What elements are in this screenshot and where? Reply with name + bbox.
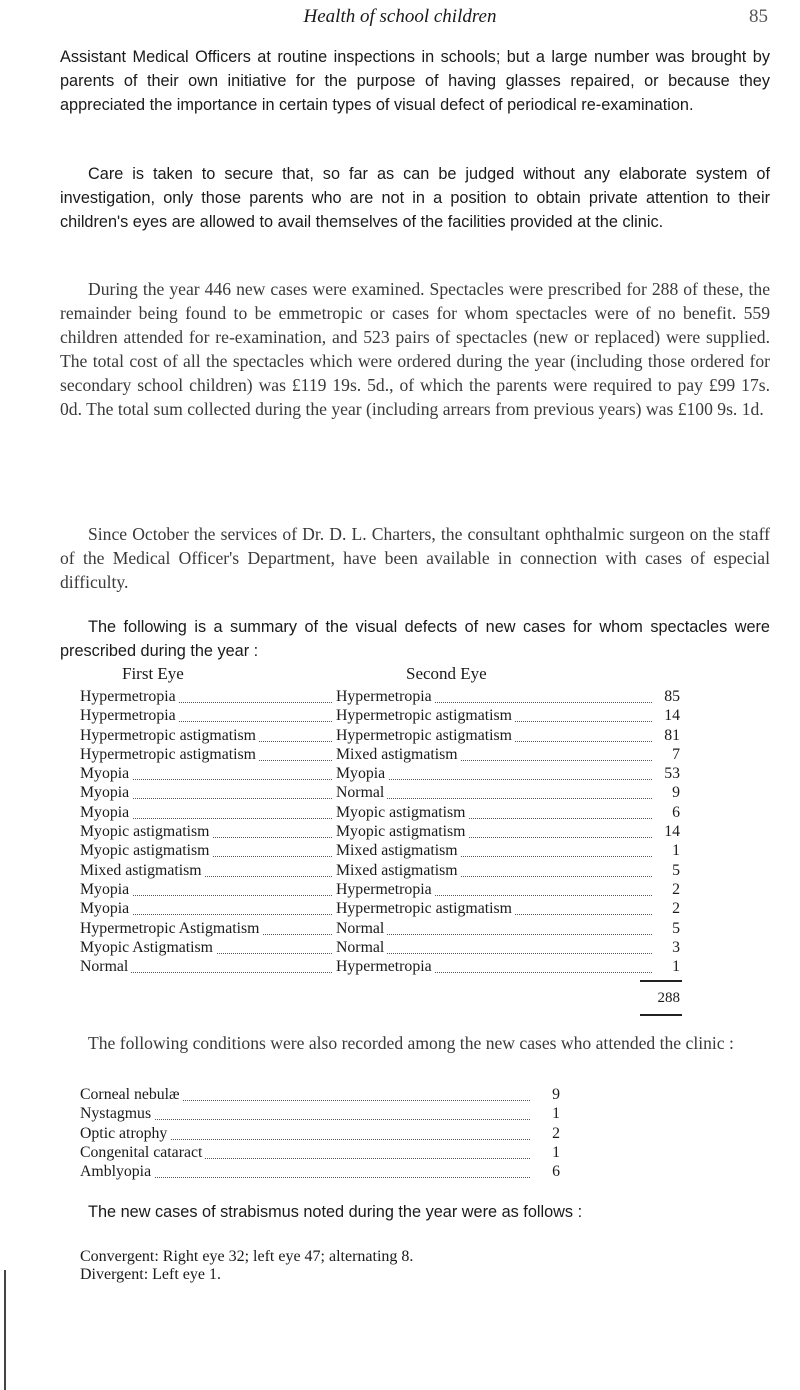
condition-count: 2 <box>530 1124 560 1143</box>
list-item <box>80 1085 560 1104</box>
conditions-list <box>80 1085 560 1181</box>
column-head-first-eye: First Eye <box>122 664 184 683</box>
table-row <box>80 919 680 938</box>
paragraph-2: Care is taken to secure that, so far as can be judged without any elaborate system of investigation, only those parents who are not in a position to obtain private attention to their children's eyes are allowed to avail themselves of the facilities provided at the clinic. <box>60 165 770 231</box>
second-eye-cell: Myopic astigmatism <box>336 822 468 841</box>
first-eye-cell: Myopia <box>80 783 132 802</box>
count-cell: 5 <box>669 919 680 938</box>
strabismus-intro: The new cases of strabismus noted during the year were as follows : <box>88 1203 583 1221</box>
table-row <box>80 938 680 957</box>
condition-count: 1 <box>530 1143 560 1162</box>
second-eye-cell: Hypermetropia <box>336 687 435 706</box>
condition-count: 6 <box>530 1162 560 1181</box>
second-eye-cell: Normal <box>336 938 387 957</box>
table-row <box>80 861 680 880</box>
second-eye-cell: Myopia <box>336 764 388 783</box>
second-eye-cell: Hypermetropia <box>336 957 435 976</box>
count-cell: 9 <box>669 783 680 802</box>
table-row <box>80 706 680 725</box>
condition-label: Corneal nebulæ <box>80 1085 183 1104</box>
paragraph-1: Assistant Medical Officers at routine inspections in schools; but a large number was brought by parents of their own initiative for the purpose of having glasses repaired, or because they appreciated the importance in certain types of visual defect of periodical re-examination. <box>60 48 770 114</box>
first-eye-cell: Myopia <box>80 803 132 822</box>
table-row <box>80 803 680 822</box>
condition-count: 1 <box>530 1104 560 1123</box>
count-cell: 85 <box>661 687 680 706</box>
table-row <box>80 899 680 918</box>
table-row <box>80 822 680 841</box>
margin-line <box>4 1270 6 1390</box>
table-row <box>80 764 680 783</box>
count-cell: 5 <box>669 861 680 880</box>
count-cell: 81 <box>661 726 680 745</box>
second-eye-cell: Normal <box>336 919 387 938</box>
second-eye-cell: Hypermetropic astigmatism <box>336 706 515 725</box>
running-head: Health of school children <box>303 6 497 27</box>
first-eye-cell: Hypermetropia <box>80 706 179 725</box>
table-total: 288 <box>657 990 680 1006</box>
count-cell: 1 <box>669 841 680 860</box>
first-eye-cell: Mixed astigmatism <box>80 861 205 880</box>
condition-label: Amblyopia <box>80 1162 154 1181</box>
table-row <box>80 957 680 976</box>
first-eye-cell: Normal <box>80 957 131 976</box>
second-eye-cell: Hypermetropic astigmatism <box>336 726 515 745</box>
second-eye-cell: Hypermetropia <box>336 880 435 899</box>
table-row <box>80 726 680 745</box>
strabismus-divergent: Divergent: Left eye 1. <box>80 1266 221 1283</box>
table-row <box>80 841 680 860</box>
first-eye-cell: Myopic Astigmatism <box>80 938 216 957</box>
first-eye-cell: Myopia <box>80 764 132 783</box>
table-row <box>80 783 680 802</box>
total-rule-top <box>640 980 682 982</box>
first-eye-cell: Myopia <box>80 899 132 918</box>
second-eye-cell: Hypermetropic astigmatism <box>336 899 515 918</box>
paragraph-5: The following is a summary of the visual defects of new cases for whom spectacles were prescribed during the year : <box>60 618 770 660</box>
count-cell: 14 <box>661 822 680 841</box>
second-eye-cell: Mixed astigmatism <box>336 861 461 880</box>
count-cell: 14 <box>661 706 680 725</box>
table-row <box>80 745 680 764</box>
first-eye-cell: Hypermetropia <box>80 687 179 706</box>
first-eye-cell: Myopic astigmatism <box>80 822 212 841</box>
count-cell: 1 <box>669 957 680 976</box>
second-eye-cell: Mixed astigmatism <box>336 745 461 764</box>
condition-label: Optic atrophy <box>80 1124 170 1143</box>
second-eye-cell: Myopic astigmatism <box>336 803 468 822</box>
condition-label: Nystagmus <box>80 1104 154 1123</box>
list-item <box>80 1124 560 1143</box>
condition-label: Congenital cataract <box>80 1143 205 1162</box>
first-eye-cell: Hypermetropic astigmatism <box>80 726 259 745</box>
conditions-intro: The following conditions were also recorded among the new cases who attended the clinic : <box>88 1033 734 1053</box>
list-item <box>80 1104 560 1123</box>
strabismus-convergent: Convergent: Right eye 32; left eye 47; alternating 8. <box>80 1248 414 1265</box>
count-cell: 2 <box>669 880 680 899</box>
count-cell: 7 <box>669 745 680 764</box>
first-eye-cell: Myopic astigmatism <box>80 841 212 860</box>
second-eye-cell: Normal <box>336 783 387 802</box>
paragraph-4: Since October the services of Dr. D. L. Charters, the consultant ophthalmic surgeon on the staff of the Medical Officer's Department, have been available in connection with cases of especial difficulty. <box>60 524 770 592</box>
page-number: 85 <box>749 6 768 27</box>
column-head-second-eye: Second Eye <box>406 664 487 683</box>
first-eye-cell: Hypermetropic Astigmatism <box>80 919 262 938</box>
table-row <box>80 880 680 899</box>
first-eye-cell: Myopia <box>80 880 132 899</box>
defects-table <box>80 687 680 976</box>
first-eye-cell: Hypermetropic astigmatism <box>80 745 259 764</box>
page-header <box>0 4 800 32</box>
count-cell: 53 <box>661 764 680 783</box>
second-eye-cell: Mixed astigmatism <box>336 841 461 860</box>
count-cell: 3 <box>669 938 680 957</box>
paragraph-3: During the year 446 new cases were examined. Spectacles were prescribed for 288 of these, the remainder being found to be emmetropic or cases for whom spectacles were of no benefit. 559 children attended for re-examination, and 523 pairs of spectacles (new or replaced) were supplied. The total cost of all the spectacles which were ordered during the year (including those ordered for secondary school children) was £119 19s. 5d., of which the parents were required to pay £99 17s. 0d. The total sum collected during the year (including arrears from previous years) was £100 9s. 1d. <box>60 279 770 419</box>
condition-count: 9 <box>530 1085 560 1104</box>
list-item <box>80 1143 560 1162</box>
count-cell: 6 <box>669 803 680 822</box>
total-rule-bottom <box>640 1014 682 1016</box>
count-cell: 2 <box>669 899 680 918</box>
list-item <box>80 1162 560 1181</box>
table-row <box>80 687 680 706</box>
